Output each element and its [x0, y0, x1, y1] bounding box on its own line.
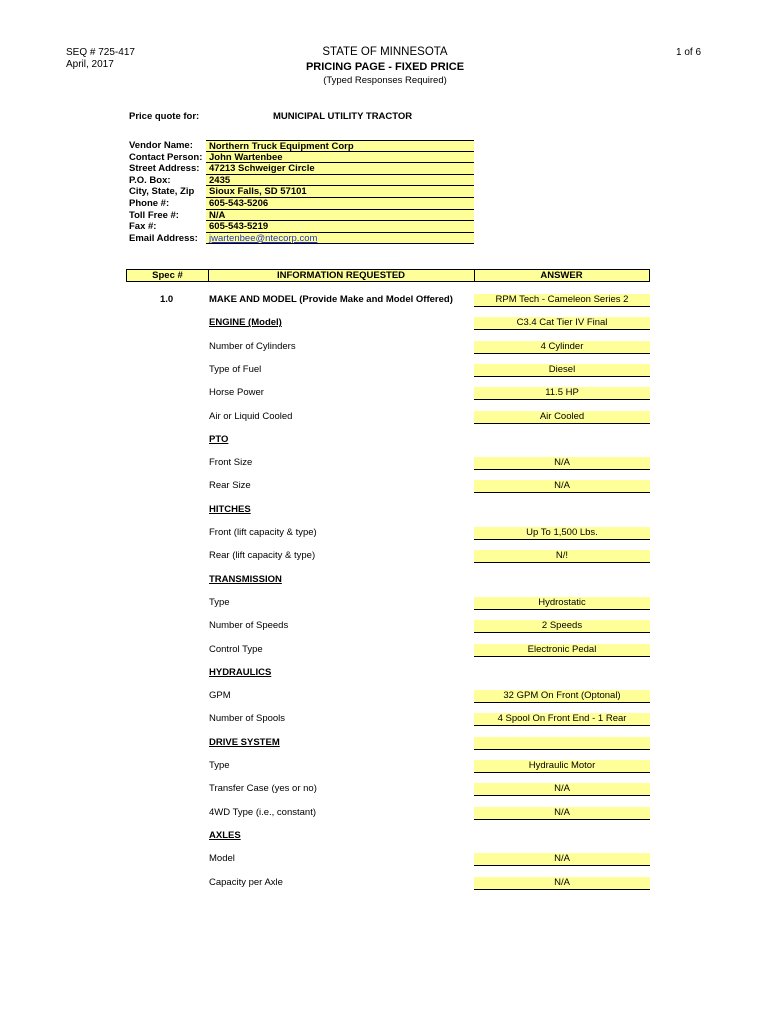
answer-field[interactable]: Hydrostatic	[474, 597, 650, 610]
spec-item-label: Model	[209, 853, 235, 865]
answer-field[interactable]: N/A	[474, 783, 650, 796]
vendor-label: City, State, Zip	[129, 186, 195, 198]
header-info: INFORMATION REQUESTED	[208, 270, 475, 281]
page-number: 1 of 6	[676, 47, 702, 58]
vendor-value: N/A	[206, 210, 474, 222]
answer-field[interactable]: N/!	[474, 550, 650, 563]
vendor-value: John Wartenbee	[206, 152, 474, 164]
spec-item-label: Type	[209, 596, 230, 608]
section-heading: TRANSMISSION	[209, 573, 282, 585]
state-title: STATE OF MINNESOTA	[322, 46, 448, 58]
section-heading: DRIVE SYSTEM	[209, 736, 280, 748]
section-heading: AXLES	[209, 829, 241, 841]
page-note: (Typed Responses Required)	[323, 75, 447, 86]
spec-item-label: Air or Liquid Cooled	[209, 410, 293, 422]
vendor-email-link[interactable]: jwartenbee@ntecorp.com	[206, 233, 474, 245]
spec-item-label: Front (lift capacity & type)	[209, 527, 317, 538]
answer-field[interactable]: N/A	[474, 457, 650, 470]
price-quote-label: Price quote for:	[129, 111, 200, 122]
vendor-label: Phone #:	[129, 198, 170, 209]
answer-field[interactable]: 32 GPM On Front (Optonal)	[474, 690, 650, 703]
vendor-label: Toll Free #:	[129, 209, 179, 221]
answer-field[interactable]: Air Cooled	[474, 411, 650, 424]
spec-item-label: 4WD Type (i.e., constant)	[209, 806, 317, 818]
spec-item-label: Horse Power	[209, 387, 264, 399]
table-header	[126, 269, 650, 282]
spec-item-label: Rear (lift capacity & type)	[209, 550, 316, 562]
vendor-value: 47213 Schweiger Circle	[206, 163, 474, 175]
vendor-label: Fax #:	[129, 221, 157, 233]
document-date: April, 2017	[66, 59, 114, 70]
spec-item-label: Type of Fuel	[209, 363, 262, 375]
vendor-label: Vendor Name:	[129, 140, 193, 151]
section-heading: ENGINE (Model)	[209, 317, 282, 329]
vendor-label: P.O. Box:	[129, 174, 171, 186]
answer-field[interactable]: Electronic Pedal	[474, 644, 650, 657]
spec-number: 1.0	[160, 294, 174, 305]
header-answer: ANSWER	[540, 270, 583, 281]
spec-item-label: GPM	[209, 690, 231, 702]
spec-item-label: Rear Size	[209, 480, 251, 492]
page-title: PRICING PAGE - FIXED PRICE	[305, 61, 465, 73]
vendor-value: Northern Truck Equipment Corp	[206, 140, 474, 152]
section-heading: HYDRAULICS	[209, 666, 272, 678]
answer-field[interactable]: Diesel	[474, 364, 650, 377]
header-spec: Spec #	[127, 270, 209, 281]
vendor-label: Street Address:	[129, 163, 200, 175]
answer-field[interactable]: Hydraulic Motor	[474, 760, 650, 773]
vendor-value: 2435	[206, 175, 474, 187]
answer-field[interactable]	[474, 737, 650, 750]
spec-item-label: Number of Spools	[209, 713, 286, 725]
answer-field[interactable]: 2 Speeds	[474, 620, 650, 633]
spec-item-label: Front Size	[209, 457, 253, 469]
spec-item-label: Transfer Case (yes or no)	[209, 783, 317, 795]
answer-field[interactable]: N/A	[474, 480, 650, 493]
vendor-value: Sioux Falls, SD 57101	[206, 186, 474, 198]
spec-item-label: Type	[209, 760, 230, 771]
answer-field[interactable]: 4 Cylinder	[474, 341, 650, 354]
section-heading: HITCHES	[209, 503, 251, 515]
vendor-value: 605-543-5206	[206, 198, 474, 210]
vendor-label: Email Address:	[129, 232, 198, 244]
price-quote-value: MUNICIPAL UTILITY TRACTOR	[273, 111, 413, 122]
spec-item-label: Control Type	[209, 643, 263, 655]
answer-field[interactable]: 11.5 HP	[474, 387, 650, 400]
answer-field[interactable]: Up To 1,500 Lbs.	[474, 527, 650, 540]
spec-item-label: Capacity per Axle	[209, 876, 283, 888]
answer-field[interactable]: N/A	[474, 807, 650, 820]
vendor-label: Contact Person:	[129, 151, 203, 163]
answer-field[interactable]: N/A	[474, 853, 650, 866]
answer-field[interactable]: 4 Spool On Front End - 1 Rear	[474, 713, 650, 726]
spec-item-label: Number of Speeds	[209, 620, 289, 632]
answer-field[interactable]: RPM Tech - Cameleon Series 2	[474, 294, 650, 307]
spec-item-label: Number of Cylinders	[209, 340, 296, 352]
seq-number: SEQ # 725-417	[66, 47, 135, 58]
answer-field[interactable]: C3.4 Cat Tier IV Final	[474, 317, 650, 330]
answer-field[interactable]: N/A	[474, 877, 650, 890]
vendor-value: 605-543-5219	[206, 221, 474, 233]
section-heading: PTO	[209, 433, 229, 445]
spec-item-label: MAKE AND MODEL (Provide Make and Model Offered)	[209, 294, 453, 305]
